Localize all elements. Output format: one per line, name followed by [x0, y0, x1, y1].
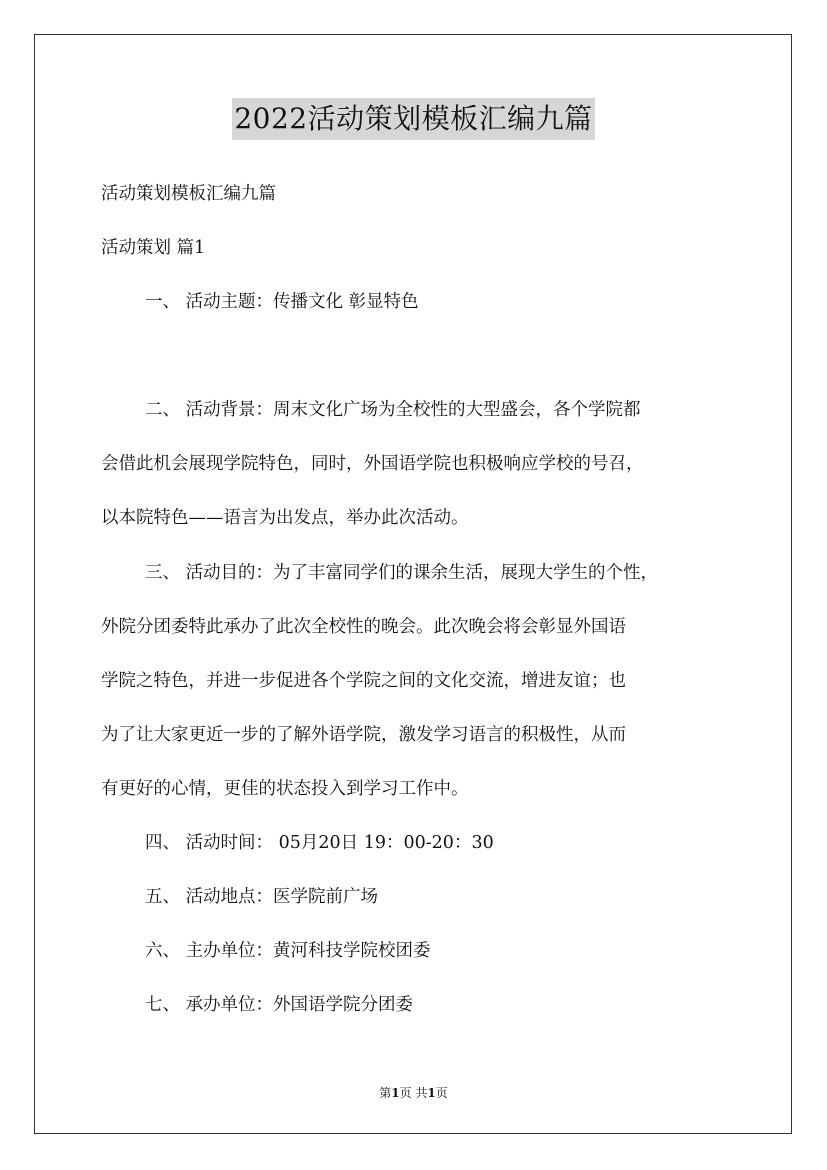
paragraph-line-purpose-4: 为了让大家更近一步的了解外语学院，激发学习语言的积极性，从而 [101, 725, 626, 745]
document-subtitle: 活动策划模板汇编九篇 [101, 184, 276, 204]
paragraph-line-host: 七、 承办单位：外国语学院分团委 [145, 995, 414, 1015]
paragraph-line-background-2: 会借此机会展现学院特色，同时，外国语学院也积极响应学校的号召， [101, 454, 644, 474]
footer-mid: 页 共 [399, 1086, 428, 1100]
page-footer [0, 1084, 827, 1101]
document-title: 2022活动策划模板汇编九篇 [232, 98, 594, 140]
paragraph-line-purpose-5: 有更好的心情，更佳的状态投入到学习工作中。 [101, 779, 469, 799]
footer-suffix: 页 [435, 1086, 448, 1100]
paragraph-line-background-1: 二、 活动背景：周末文化广场为全校性的大型盛会，各个学院都 [145, 400, 641, 420]
paragraph-line-theme: 一、 活动主题：传播文化 彰显特色 [145, 292, 419, 312]
paragraph-line-location: 五、 活动地点：医学院前广场 [145, 887, 379, 907]
paragraph-line-time: 四、 活动时间： 05月20日 19：00-20：30 [145, 833, 494, 853]
footer-prefix: 第 [379, 1086, 392, 1100]
title-wrapper [0, 98, 827, 140]
footer-page-number: 1 [391, 1086, 400, 1100]
paragraph-line-purpose-2: 外院分团委特此承办了此次全校性的晚会。此次晚会将会彰显外国语 [101, 617, 626, 637]
footer-total-pages: 1 [427, 1086, 436, 1100]
paragraph-line-background-3: 以本院特色——语言为出发点，举办此次活动。 [101, 508, 469, 528]
section-heading: 活动策划 篇1 [101, 238, 206, 258]
paragraph-line-purpose-1: 三、 活动目的：为了丰富同学们的课余生活，展现大学生的个性， [145, 563, 659, 583]
paragraph-line-organizer: 六、 主办单位：黄河科技学院校团委 [145, 941, 431, 961]
paragraph-line-purpose-3: 学院之特色，并进一步促进各个学院之间的文化交流，增进友谊；也 [101, 671, 626, 691]
